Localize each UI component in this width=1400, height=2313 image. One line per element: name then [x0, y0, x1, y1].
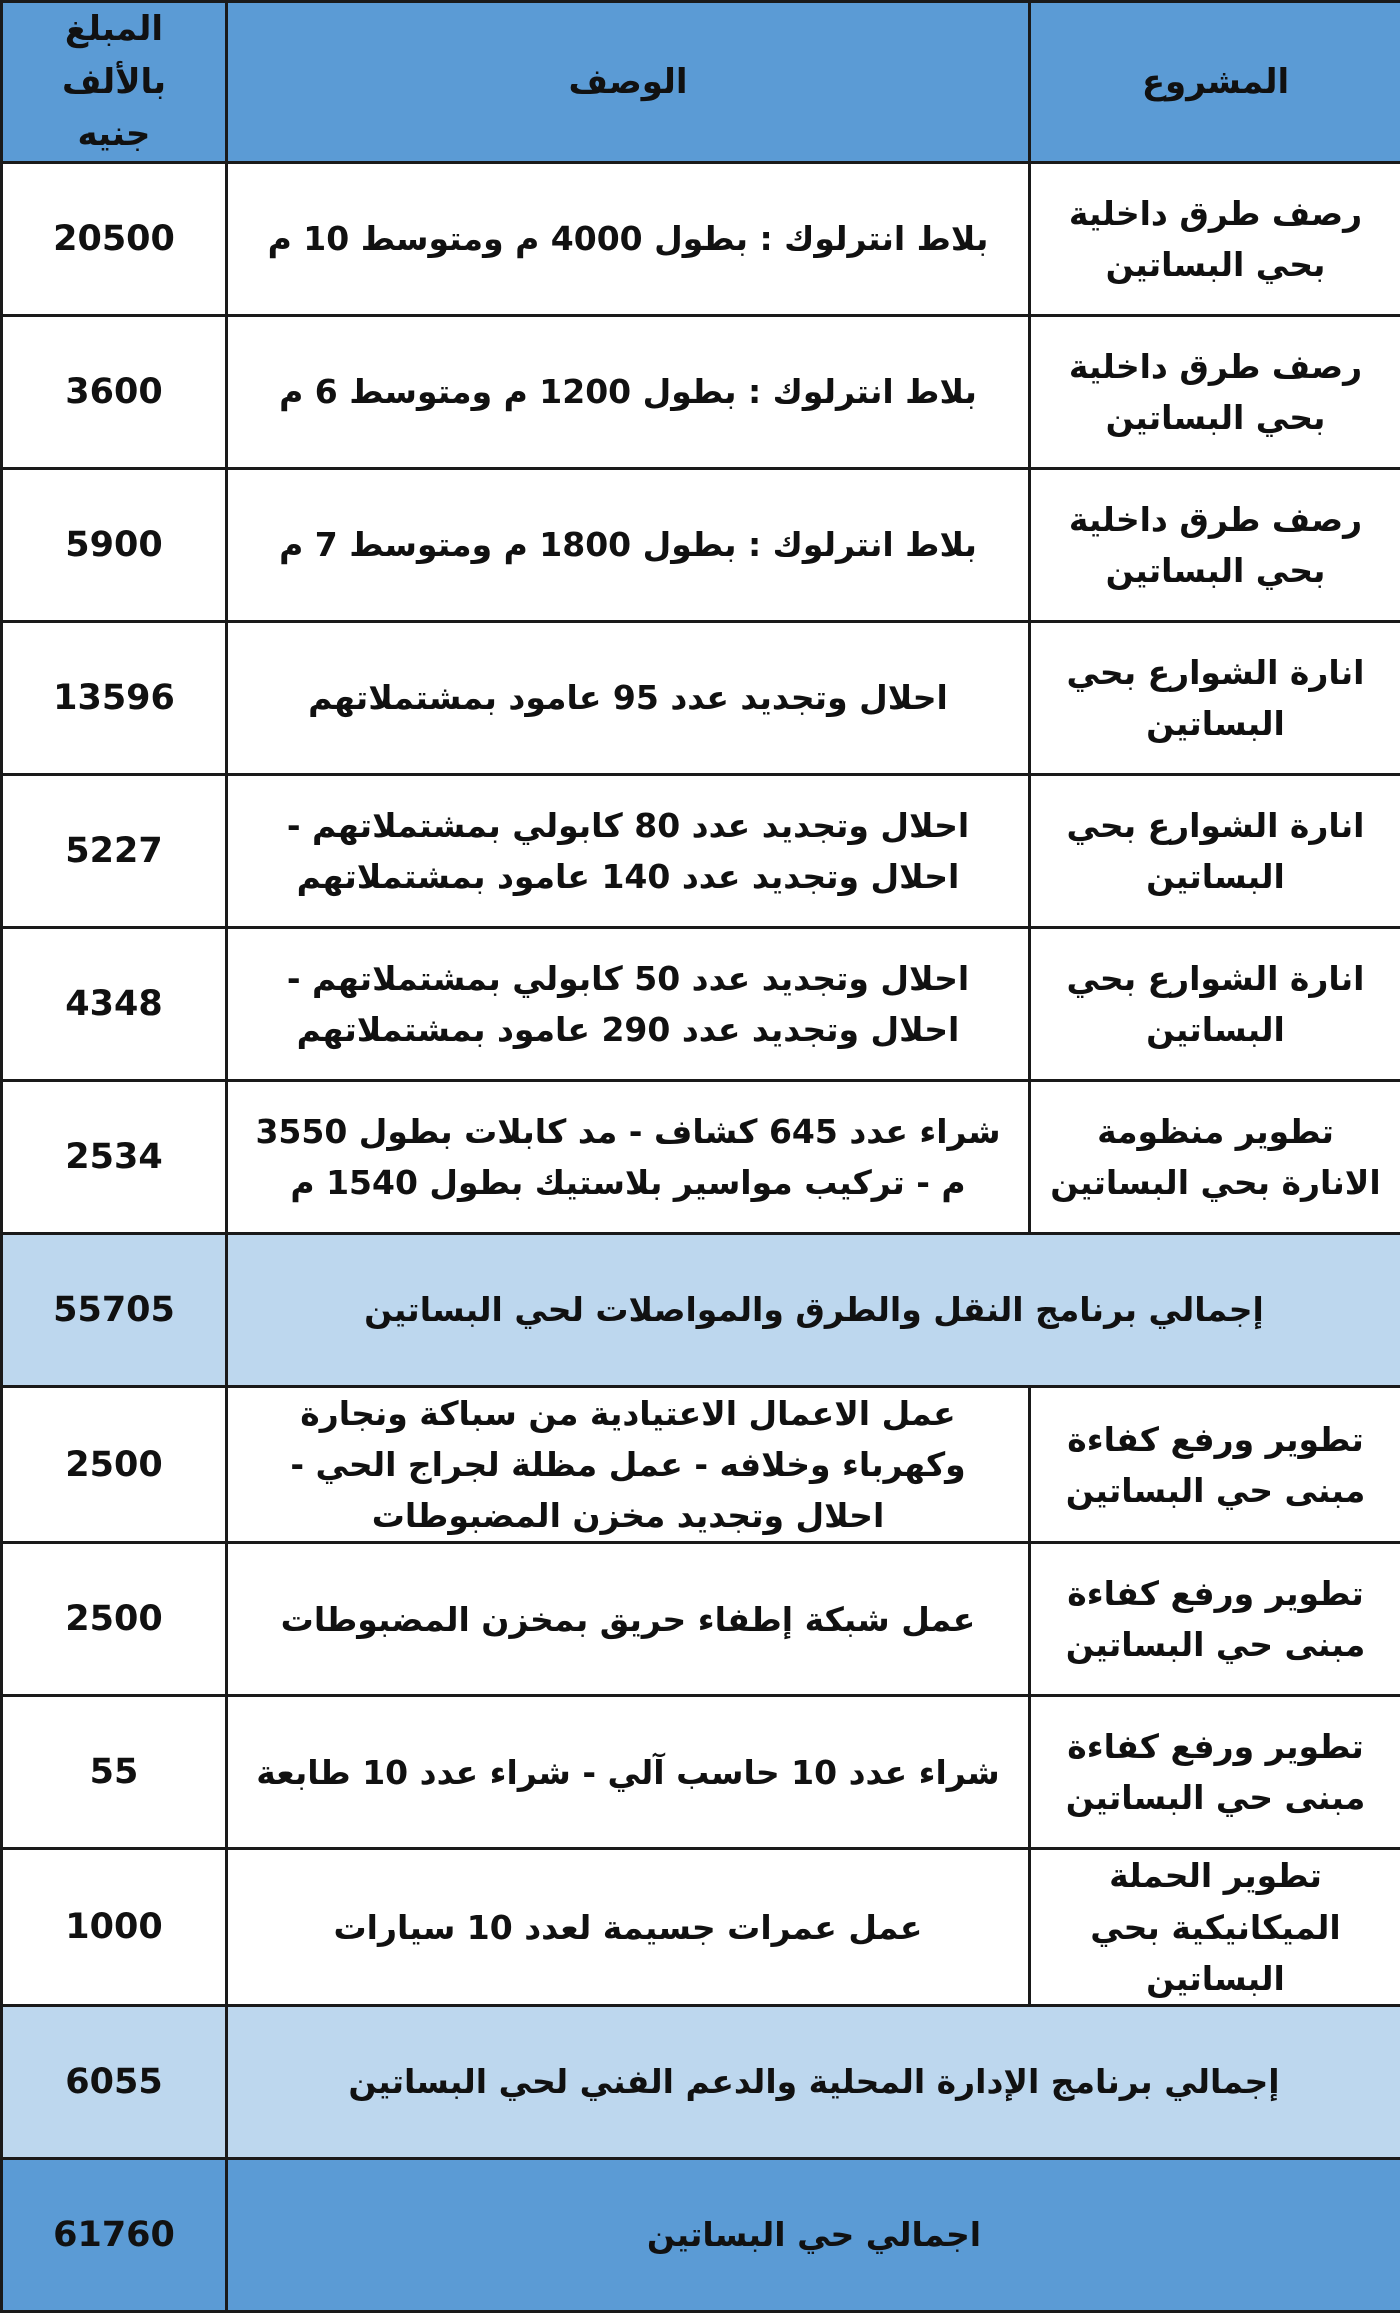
project-cell: رصف طرق داخلية بحي البساتين	[1030, 163, 1400, 316]
table-row	[2, 1696, 1400, 1849]
project-cell: رصف طرق داخلية بحي البساتين	[1030, 316, 1400, 469]
grand-total-label: اجمالي حي البساتين	[227, 2158, 1400, 2311]
amount-cell: 4348	[2, 928, 227, 1081]
header-row	[2, 2, 1400, 163]
description-cell: عمل شبكة إطفاء حريق بمخزن المضبوطات	[227, 1543, 1030, 1696]
header-description: الوصف	[227, 2, 1030, 163]
table-row	[2, 1849, 1400, 2005]
subtotal-label: إجمالي برنامج النقل والطرق والمواصلات لحي البساتين	[227, 1234, 1400, 1387]
table-row	[2, 469, 1400, 622]
subtotal-amount: 55705	[2, 1234, 227, 1387]
subtotal-row-transport	[2, 1234, 1400, 1387]
project-cell: تطوير منظومة الانارة بحي البساتين	[1030, 1081, 1400, 1234]
project-cell: انارة الشوارع بحي البساتين	[1030, 622, 1400, 775]
amount-cell: 3600	[2, 316, 227, 469]
table-row	[2, 775, 1400, 928]
description-cell: بلاط انترلوك : بطول 4000 م ومتوسط 10 م	[227, 163, 1030, 316]
header-amount: المبلغ بالألف جنيه	[2, 2, 227, 163]
project-cell: رصف طرق داخلية بحي البساتين	[1030, 469, 1400, 622]
grand-total-amount: 61760	[2, 2158, 227, 2311]
table-row	[2, 316, 1400, 469]
description-cell: احلال وتجديد عدد 80 كابولي بمشتملاتهم - احلال وتجديد عدد 140 عامود بمشتملاتهم	[227, 775, 1030, 928]
description-cell: شراء عدد 10 حاسب آلي - شراء عدد 10 طابعة	[227, 1696, 1030, 1849]
table-row	[2, 1543, 1400, 1696]
amount-cell: 2500	[2, 1543, 227, 1696]
subtotal-amount: 6055	[2, 2005, 227, 2158]
description-cell: عمل الاعمال الاعتيادية من سباكة ونجارة وكهرباء وخلافه - عمل مظلة لجراج الحي - احلال وتجديد مخزن المضبوطات	[227, 1387, 1030, 1543]
description-cell: بلاط انترلوك : بطول 1200 م ومتوسط 6 م	[227, 316, 1030, 469]
project-cell: تطوير ورفع كفاءة مبنى حي البساتين	[1030, 1696, 1400, 1849]
amount-cell: 5227	[2, 775, 227, 928]
grand-total-row	[2, 2158, 1400, 2311]
amount-cell: 1000	[2, 1849, 227, 2005]
amount-cell: 5900	[2, 469, 227, 622]
project-cell: انارة الشوارع بحي البساتين	[1030, 928, 1400, 1081]
table-row	[2, 1081, 1400, 1234]
subtotal-row-admin	[2, 2005, 1400, 2158]
project-cell: تطوير الحملة الميكانيكية بحي البساتين	[1030, 1849, 1400, 2005]
description-cell: شراء عدد 645 كشاف - مد كابلات بطول 3550 م - تركيب مواسير بلاستيك بطول 1540 م	[227, 1081, 1030, 1234]
amount-cell: 2534	[2, 1081, 227, 1234]
table-row	[2, 928, 1400, 1081]
project-cell: انارة الشوارع بحي البساتين	[1030, 775, 1400, 928]
project-cell: تطوير ورفع كفاءة مبنى حي البساتين	[1030, 1543, 1400, 1696]
amount-cell: 13596	[2, 622, 227, 775]
table-row	[2, 622, 1400, 775]
description-cell: عمل عمرات جسيمة لعدد 10 سيارات	[227, 1849, 1030, 2005]
subtotal-label: إجمالي برنامج الإدارة المحلية والدعم الفني لحي البساتين	[227, 2005, 1400, 2158]
description-cell: بلاط انترلوك : بطول 1800 م ومتوسط 7 م	[227, 469, 1030, 622]
description-cell: احلال وتجديد عدد 50 كابولي بمشتملاتهم - احلال وتجديد عدد 290 عامود بمشتملاتهم	[227, 928, 1030, 1081]
table-row	[2, 1387, 1400, 1543]
description-cell: احلال وتجديد عدد 95 عامود بمشتملاتهم	[227, 622, 1030, 775]
amount-cell: 20500	[2, 163, 227, 316]
amount-cell: 55	[2, 1696, 227, 1849]
project-cell: تطوير ورفع كفاءة مبنى حي البساتين	[1030, 1387, 1400, 1543]
table-row	[2, 163, 1400, 316]
amount-cell: 2500	[2, 1387, 227, 1543]
header-project: المشروع	[1030, 2, 1400, 163]
